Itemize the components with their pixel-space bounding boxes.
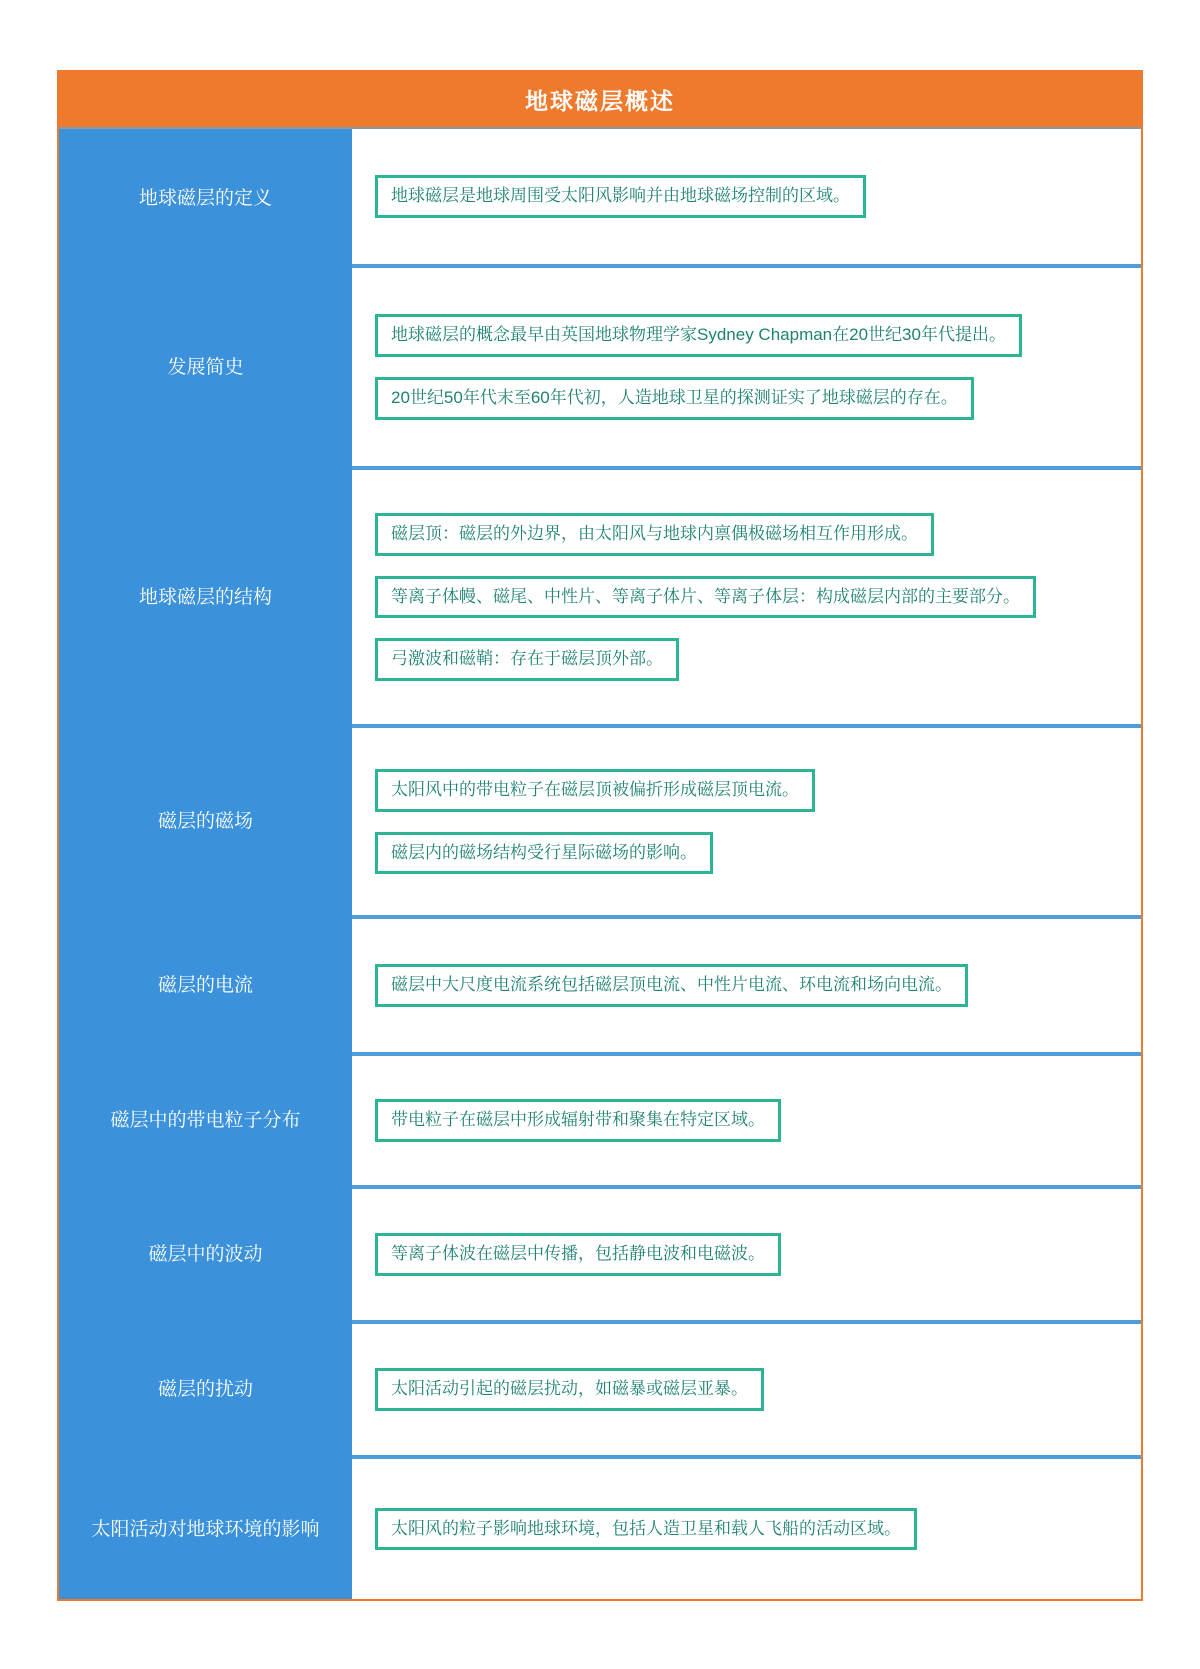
row-label: 磁层中的波动 xyxy=(59,1185,352,1320)
content-box: 20世纪50年代末至60年代初，人造地球卫星的探测证实了地球磁层的存在。 xyxy=(375,377,974,420)
row-label: 磁层中的带电粒子分布 xyxy=(59,1052,352,1185)
row-content xyxy=(352,1320,1141,1455)
row-label: 地球磁层的定义 xyxy=(59,129,352,264)
table-row xyxy=(59,129,1141,264)
row-content xyxy=(352,724,1141,915)
row-content xyxy=(352,1052,1141,1185)
content-box: 磁层中大尺度电流系统包括磁层顶电流、中性片电流、环电流和场向电流。 xyxy=(375,964,968,1007)
row-label: 磁层的电流 xyxy=(59,915,352,1052)
content-box: 太阳活动引起的磁层扰动，如磁暴或磁层亚暴。 xyxy=(375,1368,764,1411)
content-box: 带电粒子在磁层中形成辐射带和聚集在特定区域。 xyxy=(375,1099,781,1142)
row-content xyxy=(352,466,1141,724)
content-box: 地球磁层的概念最早由英国地球物理学家Sydney Chapman在20世纪30年代提出。 xyxy=(375,314,1022,357)
content-box: 太阳风中的带电粒子在磁层顶被偏折形成磁层顶电流。 xyxy=(375,769,815,812)
content-box: 等离子体波在磁层中传播，包括静电波和电磁波。 xyxy=(375,1233,781,1276)
row-content xyxy=(352,264,1141,466)
row-label: 磁层的磁场 xyxy=(59,724,352,915)
row-label: 发展简史 xyxy=(59,264,352,466)
row-content xyxy=(352,1185,1141,1320)
page-title: 地球磁层概述 xyxy=(525,88,675,114)
table-header xyxy=(59,72,1141,129)
table-row xyxy=(59,1052,1141,1185)
content-box: 等离子体幔、磁尾、中性片、等离子体片、等离子体层：构成磁层内部的主要部分。 xyxy=(375,576,1036,619)
row-label: 太阳活动对地球环境的影响 xyxy=(59,1455,352,1599)
table-row xyxy=(59,466,1141,724)
content-box: 磁层顶：磁层的外边界，由太阳风与地球内禀偶极磁场相互作用形成。 xyxy=(375,513,934,556)
content-box: 弓激波和磁鞘：存在于磁层顶外部。 xyxy=(375,638,679,681)
row-content xyxy=(352,1455,1141,1599)
content-box: 太阳风的粒子影响地球环境，包括人造卫星和载人飞船的活动区域。 xyxy=(375,1508,917,1551)
row-label: 地球磁层的结构 xyxy=(59,466,352,724)
rows xyxy=(59,129,1141,1599)
row-content xyxy=(352,129,1141,264)
magnetosphere-overview-table xyxy=(57,70,1143,1601)
table-row xyxy=(59,1320,1141,1455)
table-row xyxy=(59,264,1141,466)
row-label: 磁层的扰动 xyxy=(59,1320,352,1455)
row-content xyxy=(352,915,1141,1052)
content-box: 地球磁层是地球周围受太阳风影响并由地球磁场控制的区域。 xyxy=(375,175,866,218)
table-row xyxy=(59,1185,1141,1320)
table-row xyxy=(59,915,1141,1052)
table-row xyxy=(59,1455,1141,1599)
table-row xyxy=(59,724,1141,915)
content-box: 磁层内的磁场结构受行星际磁场的影响。 xyxy=(375,832,713,875)
